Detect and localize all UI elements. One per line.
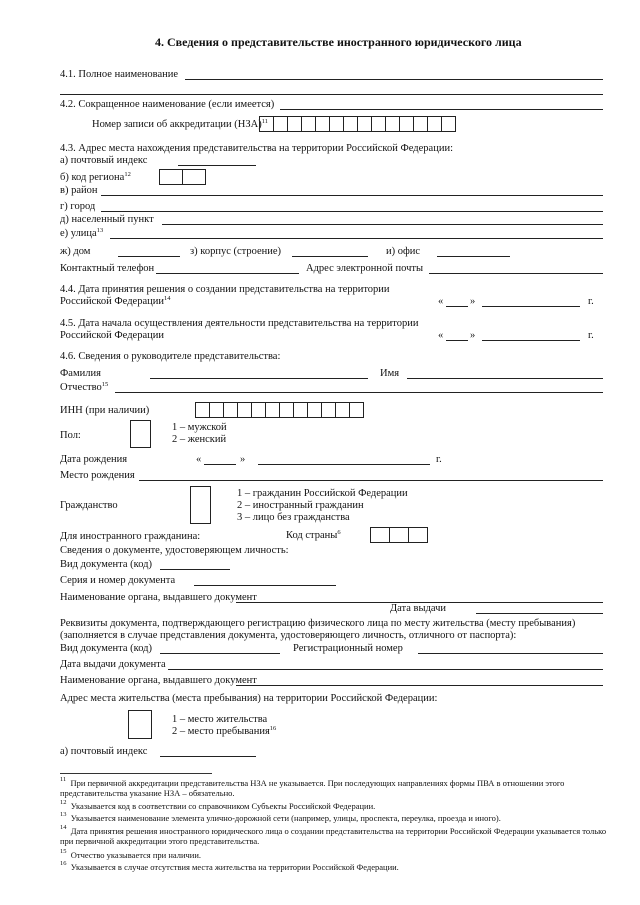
- sex-option-female: 2 – женский: [172, 434, 227, 445]
- citizenship-option-3: 3 – лицо без гражданства: [237, 512, 350, 523]
- city-label: г) город: [60, 201, 96, 212]
- sex-option-male: 1 – мужской: [172, 422, 227, 433]
- house-field[interactable]: [118, 256, 180, 257]
- decision-date-label: 4.4. Дата принятия решения о создании представительства на территории: [60, 284, 390, 295]
- patronymic-label: Отчество$^{15}$: [60, 381, 109, 393]
- decision-month-year-field[interactable]: [482, 306, 580, 307]
- doc-number-label: Серия и номер документа: [60, 575, 176, 586]
- decision-year-suffix: г.: [588, 296, 594, 307]
- settlement-label: д) населенный пункт: [60, 214, 154, 225]
- residence-label: Адрес места жительства (места пребывания) на территории Российской Федерации:: [60, 693, 438, 704]
- id-doc-info-label: Сведения о документе, удостоверяющем личность:: [60, 545, 289, 556]
- full-name-field-line2[interactable]: [60, 94, 603, 95]
- postal-index-label: а) почтовый индекс: [60, 155, 148, 166]
- building-label: з) корпус (строение): [190, 246, 282, 257]
- birth-month-year-field[interactable]: [258, 464, 430, 465]
- reg-issue-date-label: Дата выдачи документа: [60, 659, 166, 670]
- footnote-15: $^{15}$ Отчество указывается при наличии.: [60, 848, 202, 860]
- citizenship-option-2: 2 – иностранный гражданин: [237, 500, 364, 511]
- footnote-14: $^{14}$ Дата принятия решения иностранного юридического лица о создании представительства на территории Российской Федерации указывается только при первичной аккредитации этого представительства.: [60, 824, 607, 846]
- birthplace-label: Место рождения: [60, 470, 135, 481]
- decision-day-field[interactable]: [446, 306, 468, 307]
- reg-issue-date-field[interactable]: [168, 669, 603, 670]
- accreditation-label: Номер записи об аккредитации (НЗА)$^{11}$: [92, 118, 268, 130]
- start-date-open-quote: «: [438, 330, 444, 341]
- district-label: в) район: [60, 185, 98, 196]
- residence-postal-label: а) почтовый индекс: [60, 746, 148, 757]
- email-label: Адрес электронной почты: [306, 263, 424, 274]
- foreign-citizen-label: Для иностранного гражданина:: [60, 531, 201, 542]
- office-label: и) офис: [386, 246, 421, 257]
- reg-number-field[interactable]: [418, 653, 603, 654]
- birth-year-suffix: г.: [436, 454, 442, 465]
- doc-issuer-label: Наименование органа, выдавшего документ: [60, 592, 257, 603]
- doc-number-field[interactable]: [194, 585, 336, 586]
- region-code-boxes[interactable]: [159, 169, 205, 183]
- first-name-label: Имя: [380, 368, 400, 379]
- reg-number-label: Регистрационный номер: [293, 643, 403, 654]
- start-date-close-quote: »: [470, 330, 476, 341]
- region-code-label: б) код региона$^{12}$: [60, 171, 131, 183]
- section-title: 4. Сведения о представительстве иностранного юридического лица: [155, 35, 522, 49]
- office-field[interactable]: [437, 256, 510, 257]
- start-month-year-field[interactable]: [482, 340, 580, 341]
- building-field[interactable]: [292, 256, 368, 257]
- doc-issue-date-field[interactable]: [476, 613, 603, 614]
- footnote-12: $^{12}$ Указывается код в соответствии со справочником Субъекты Российской Федерации.: [60, 799, 376, 811]
- residence-checkbox[interactable]: [128, 710, 152, 739]
- reg-doc-type-field[interactable]: [160, 653, 280, 654]
- email-field[interactable]: [429, 273, 603, 274]
- surname-field[interactable]: [150, 378, 368, 379]
- birthdate-open-quote: «: [196, 454, 202, 465]
- registration-doc-note: (заполняется в случае представления документа, удостоверяющего личность, отличного от паспорта):: [60, 630, 517, 641]
- doc-type-field[interactable]: [160, 569, 230, 570]
- residence-option-2: 2 – место пребывания$^{16}$: [172, 725, 277, 737]
- residence-option-1: 1 – место жительства: [172, 714, 268, 725]
- reg-issuer-field[interactable]: [236, 685, 603, 686]
- birthplace-field[interactable]: [139, 480, 603, 481]
- footnote-separator: [60, 773, 212, 774]
- citizenship-checkbox[interactable]: [190, 486, 211, 524]
- birth-day-field[interactable]: [204, 464, 236, 465]
- sex-checkbox[interactable]: [130, 420, 151, 448]
- start-day-field[interactable]: [446, 340, 468, 341]
- street-label: е) улица$^{13}$: [60, 227, 104, 239]
- inn-boxes[interactable]: [195, 402, 363, 416]
- phone-field[interactable]: [156, 273, 299, 274]
- reg-doc-type-label: Вид документа (код): [60, 643, 153, 654]
- doc-type-label: Вид документа (код): [60, 559, 153, 570]
- inn-label: ИНН (при наличии): [60, 405, 150, 416]
- start-date-label-2: Российской Федерации: [60, 330, 164, 341]
- decision-date-label-2: Российской Федерации$^{14}$: [60, 295, 171, 307]
- short-name-label: 4.2. Сокращенное наименование (если имеется): [60, 99, 275, 110]
- first-name-field[interactable]: [407, 378, 603, 379]
- citizenship-label: Гражданство: [60, 500, 118, 511]
- footnote-11: $^{11}$ При первичной аккредитации представительства НЗА не указывается. При последующих направлениях формы ПВА в отношении этого представительства указание НЗА – обязательно.: [60, 776, 565, 798]
- start-date-label: 4.5. Дата начала осуществления деятельности представительства на территории: [60, 318, 419, 329]
- accreditation-number-boxes[interactable]: [259, 116, 455, 130]
- full-name-field[interactable]: [185, 79, 603, 80]
- city-field[interactable]: [101, 211, 603, 212]
- reg-issuer-label: Наименование органа, выдавшего документ: [60, 675, 257, 686]
- sex-label: Пол:: [60, 430, 81, 441]
- start-year-suffix: г.: [588, 330, 594, 341]
- decision-date-close-quote: »: [470, 296, 476, 307]
- settlement-field[interactable]: [162, 224, 603, 225]
- residence-postal-field[interactable]: [160, 756, 256, 757]
- country-code-label: Код страны$^6$: [286, 529, 341, 541]
- footnote-13: $^{13}$ Указывается наименование элемента улично-дорожной сети (например, улицы, проспекта, переулка, проезда и иного).: [60, 811, 501, 823]
- decision-date-open-quote: «: [438, 296, 444, 307]
- doc-issue-date-label: Дата выдачи: [390, 603, 447, 614]
- citizenship-option-1: 1 – гражданин Российской Федерации: [237, 488, 408, 499]
- head-section-label: 4.6. Сведения о руководителе представительства:: [60, 351, 281, 362]
- short-name-field[interactable]: [280, 109, 603, 110]
- surname-label: Фамилия: [60, 368, 101, 379]
- birthdate-close-quote: »: [240, 454, 246, 465]
- full-name-label: 4.1. Полное наименование: [60, 69, 179, 80]
- postal-index-field[interactable]: [178, 165, 256, 166]
- district-field[interactable]: [101, 195, 603, 196]
- phone-label: Контактный телефон: [60, 263, 155, 274]
- house-label: ж) дом: [60, 246, 91, 257]
- patronymic-field[interactable]: [115, 392, 603, 393]
- registration-doc-label: Реквизиты документа, подтверждающего регистрацию физического лица по месту жительства (месту пребывания): [60, 618, 576, 629]
- country-code-boxes[interactable]: [370, 527, 427, 541]
- address-section-label: 4.3. Адрес места нахождения представительства на территории Российской Федерации:: [60, 143, 453, 154]
- footnote-16: $^{16}$ Указывается в случае отсутствия места жительства на территории Российской Федерации.: [60, 860, 399, 872]
- birthdate-label: Дата рождения: [60, 454, 128, 465]
- street-field[interactable]: [110, 238, 603, 239]
